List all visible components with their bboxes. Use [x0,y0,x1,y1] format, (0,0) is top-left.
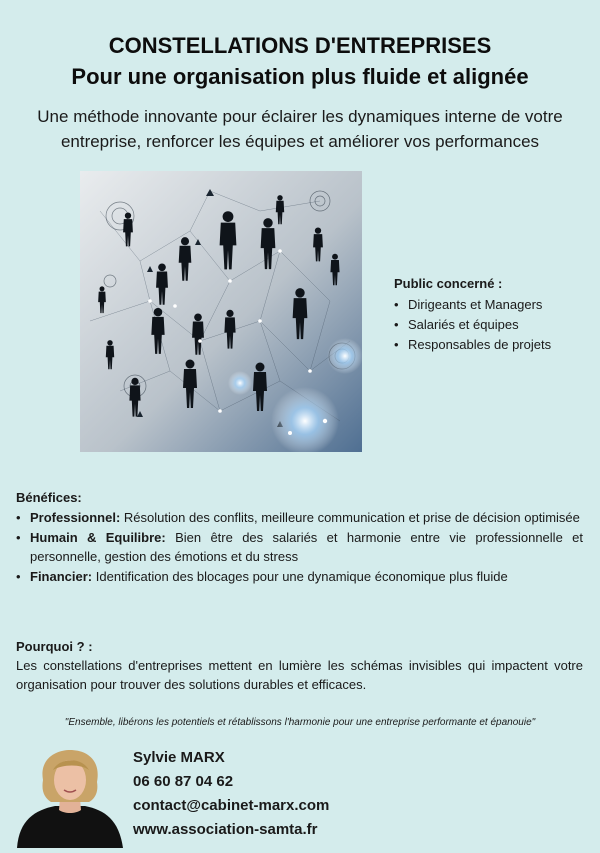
audience-item: • Salariés et équipes [394,315,594,335]
benefit-label: Professionnel: [30,510,121,525]
benefit-item [16,567,583,586]
contact-name: Sylvie MARX [133,749,225,766]
audience-item: • Responsables de projets [394,335,594,355]
benefit-item [16,528,583,566]
benefit-label: Financier: [30,569,93,584]
benefit-item [16,508,583,527]
benefit-text: Résolution des conflits, meilleure communication et prise de décision optimisée [123,510,580,525]
benefit-text: Bien être des salariés et harmonie entre vie professionnelle et personnelle, gestion des émotions et du stress [30,530,583,564]
benefit-label: Humain & Equilibre: [30,530,166,545]
benefits-list [16,508,583,586]
audience-list [394,295,594,355]
why-text: Les constellations d'entreprises mettent en lumière les schémas invisibles qui impactent votre organisation pour trouver des solutions durables et efficaces. [16,658,583,692]
benefits-section [16,488,583,587]
quote: "Ensemble, libérons les potentiels et rétablissons l'harmonie pour une entreprise performante et épanouie" [64,717,536,728]
title-line-1: CONSTELLATIONS D'ENTREPRISES [108,33,492,58]
audience-section [394,274,594,355]
why-section [16,637,583,694]
subtitle-line-1: Une méthode innovante pour éclairer les dynamiques interne de votre [37,107,563,126]
hero-illustration [80,171,362,452]
page-title [0,30,600,92]
contact-email[interactable]: contact@cabinet-marx.com [133,797,330,814]
benefits-heading: Bénéfices: [16,490,82,505]
benefit-text: Identification des blocages pour une dynamique économique plus fluide [95,569,508,584]
avatar [15,748,125,848]
page-subtitle [0,104,600,154]
audience-item: • Dirigeants et Managers [394,295,594,315]
contact-phone[interactable]: 06 60 87 04 62 [133,773,234,790]
audience-heading: Public concerné : [394,276,503,291]
title-line-2: Pour une organisation plus fluide et alignée [71,64,529,89]
contact-website[interactable]: www.association-samta.fr [133,821,318,838]
subtitle-line-2: entreprise, renforcer les équipes et améliorer vos performances [60,132,540,151]
contact-block [133,746,329,842]
why-heading: Pourquoi ? : [16,639,93,654]
